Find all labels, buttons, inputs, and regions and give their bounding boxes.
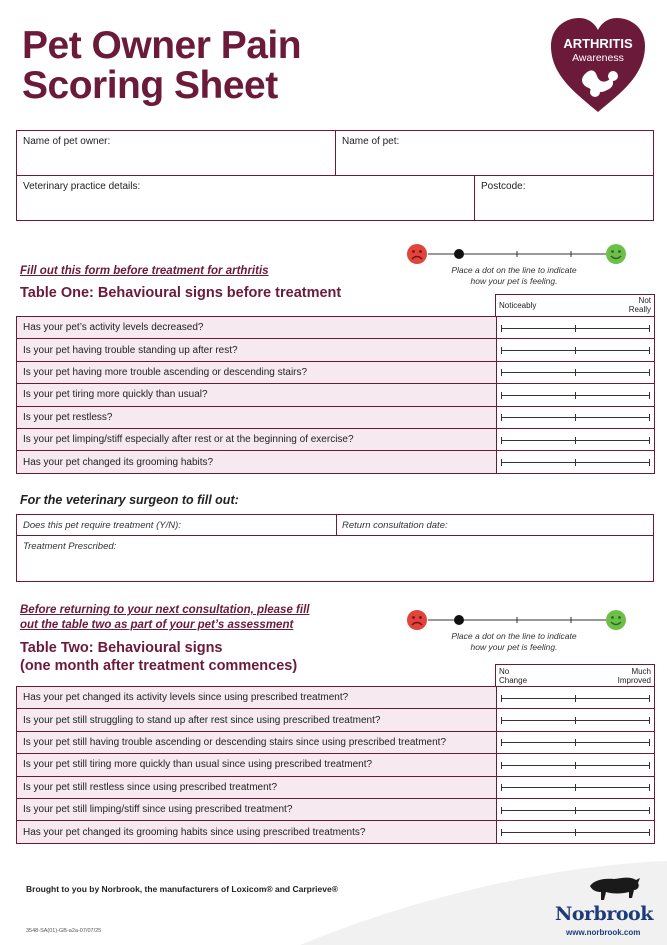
question-row xyxy=(17,821,655,843)
rating-scale-cell[interactable] xyxy=(496,821,654,843)
section2-instruction-line1: Before returning to your next consultation, please fill xyxy=(20,604,310,616)
scale-tick xyxy=(649,762,650,769)
header-much: Much xyxy=(631,667,651,676)
pain-scale-indicator-1 xyxy=(406,243,630,265)
header-noticeably: Noticeably xyxy=(499,301,537,310)
scale-tick xyxy=(501,392,502,399)
question-text: Has your pet changed its grooming habits since using prescribed treatments? xyxy=(17,821,497,843)
scale-note-1-line2: how your pet is feeling. xyxy=(470,276,558,286)
section1-instruction: Fill out this form before treatment for arthritis xyxy=(20,265,269,277)
treatment-prescribed-field[interactable]: Treatment Prescribed: xyxy=(23,541,117,552)
rating-scale-cell[interactable] xyxy=(496,317,654,339)
example-dot xyxy=(454,615,464,625)
logo-line-1: ARTHRITIS xyxy=(563,36,633,51)
question-row xyxy=(17,317,655,339)
scale-tick xyxy=(501,739,502,746)
sad-face-icon xyxy=(407,610,427,630)
scale-tick xyxy=(649,807,650,814)
scale-tick xyxy=(501,369,502,376)
scale-tick xyxy=(575,414,576,421)
title-line-1: Pet Owner Pain xyxy=(22,24,302,67)
scale-tick xyxy=(649,392,650,399)
rating-scale-line[interactable] xyxy=(501,350,650,351)
question-text: Is your pet having trouble standing up after rest? xyxy=(17,339,497,361)
table-one-title: Table One: Behavioural signs before treatment xyxy=(20,285,342,301)
logo-line-2: Awareness xyxy=(572,52,624,64)
question-text: Is your pet still limping/stiff since using prescribed treatment? xyxy=(17,798,497,820)
table-two-title-line1: Table Two: Behavioural signs xyxy=(20,640,223,656)
header-not: Not xyxy=(638,296,651,305)
question-row xyxy=(17,709,655,731)
table-one-scale-header xyxy=(495,294,655,316)
question-text: Is your pet having more trouble ascending or descending stairs? xyxy=(17,361,497,383)
scale-tick xyxy=(649,784,650,791)
scale-tick xyxy=(575,829,576,836)
scale-tick xyxy=(649,347,650,354)
scale-tick xyxy=(501,325,502,332)
scale-tick xyxy=(501,807,502,814)
scale-tick xyxy=(649,369,650,376)
scale-tick xyxy=(575,369,576,376)
scale-tick xyxy=(501,784,502,791)
table-two-scale-header xyxy=(495,664,655,686)
question-text: Is your pet still having trouble ascending or descending stairs since using prescribed treatment? xyxy=(17,731,497,753)
header-no: No xyxy=(499,667,510,676)
practice-details-field[interactable]: Veterinary practice details: xyxy=(23,181,141,192)
rating-scale-line[interactable] xyxy=(501,440,650,441)
rating-scale-line[interactable] xyxy=(501,462,650,463)
treatment-required-field[interactable]: Does this pet require treatment (Y/N): xyxy=(23,520,181,531)
question-row xyxy=(17,687,655,709)
scale-tick xyxy=(649,829,650,836)
question-text: Has your pet changed its grooming habits? xyxy=(17,451,497,473)
scale-tick xyxy=(575,762,576,769)
scale-tick xyxy=(501,829,502,836)
pet-name-field[interactable]: Name of pet: xyxy=(342,136,400,147)
rating-scale-cell[interactable] xyxy=(496,754,654,776)
scale-tick xyxy=(501,347,502,354)
question-text: Is your pet still struggling to stand up after rest since using prescribed treatment? xyxy=(17,709,497,731)
question-row xyxy=(17,384,655,406)
arthritis-awareness-logo xyxy=(547,16,649,114)
scale-tick xyxy=(575,459,576,466)
scale-tick xyxy=(501,414,502,421)
table-one xyxy=(16,316,655,474)
sad-face-icon xyxy=(407,244,427,264)
question-row xyxy=(17,754,655,776)
pet-owner-field[interactable]: Name of pet owner: xyxy=(23,136,111,147)
header-really: Really xyxy=(628,305,651,314)
question-text: Is your pet limping/stiff especially after rest or at the beginning of exercise? xyxy=(17,428,497,450)
footer-credit: Brought to you by Norbrook, the manufacturers of Loxicom® and Carprieve® xyxy=(26,884,338,894)
table-two xyxy=(16,686,655,844)
scale-tick xyxy=(575,325,576,332)
scale-note-1 xyxy=(434,265,594,287)
section2-instruction-line2: out the table two as part of your pet’s assessment xyxy=(20,619,294,631)
table-two-title-line2: (one month after treatment commences) xyxy=(20,658,298,674)
question-row xyxy=(17,776,655,798)
rating-scale-cell[interactable] xyxy=(496,731,654,753)
scale-tick xyxy=(649,695,650,702)
norbrook-logo: Norbrook xyxy=(555,903,653,925)
happy-face-icon xyxy=(606,610,626,630)
scale-note-1-line1: Place a dot on the line to indicate xyxy=(451,265,577,275)
question-text: Is your pet still restless since using prescribed treatment? xyxy=(17,776,497,798)
rating-scale-cell[interactable] xyxy=(496,798,654,820)
scale-tick xyxy=(649,739,650,746)
rating-scale-line[interactable] xyxy=(501,372,650,373)
scale-note-2-line2: how your pet is feeling. xyxy=(470,642,558,652)
question-row xyxy=(17,798,655,820)
rating-scale-cell[interactable] xyxy=(496,451,654,473)
vet-divider-v xyxy=(336,514,337,535)
rating-scale-cell[interactable] xyxy=(496,384,654,406)
header-improved: Improved xyxy=(617,676,651,685)
rating-scale-line[interactable] xyxy=(501,810,650,811)
rating-scale-line[interactable] xyxy=(501,417,650,418)
rating-scale-cell[interactable] xyxy=(496,776,654,798)
scale-tick xyxy=(575,784,576,791)
rating-scale-cell[interactable] xyxy=(496,687,654,709)
scale-tick xyxy=(501,459,502,466)
rating-scale-cell[interactable] xyxy=(496,709,654,731)
scale-tick xyxy=(649,414,650,421)
norbrook-url[interactable]: www.norbrook.com xyxy=(566,928,641,937)
scale-tick xyxy=(649,459,650,466)
page-title xyxy=(22,26,301,106)
rating-scale-line[interactable] xyxy=(501,832,650,833)
scale-tick xyxy=(575,739,576,746)
question-row xyxy=(17,406,655,428)
scale-tick xyxy=(575,347,576,354)
rating-scale-line[interactable] xyxy=(501,787,650,788)
rating-scale-cell[interactable] xyxy=(496,361,654,383)
return-date-field[interactable]: Return consultation date: xyxy=(342,520,448,531)
scale-tick xyxy=(649,325,650,332)
scale-tick xyxy=(575,717,576,724)
scale-tick xyxy=(501,762,502,769)
question-text: Has your pet changed its activity levels since using prescribed treatment? xyxy=(17,687,497,709)
scale-tick xyxy=(575,437,576,444)
scale-tick xyxy=(649,437,650,444)
question-row xyxy=(17,339,655,361)
postcode-field[interactable]: Postcode: xyxy=(481,181,526,192)
rating-scale-line[interactable] xyxy=(501,742,650,743)
question-row xyxy=(17,731,655,753)
question-row xyxy=(17,451,655,473)
rating-scale-line[interactable] xyxy=(501,328,650,329)
scale-tick xyxy=(575,392,576,399)
question-text: Is your pet still tiring more quickly than usual since using prescribed treatment? xyxy=(17,754,497,776)
rating-scale-line[interactable] xyxy=(501,395,650,396)
pain-scale-indicator-2 xyxy=(406,609,630,631)
question-row xyxy=(17,361,655,383)
rating-scale-cell[interactable] xyxy=(496,339,654,361)
example-dot xyxy=(454,249,464,259)
question-text: Is your pet tiring more quickly than usual? xyxy=(17,384,497,406)
rating-scale-line[interactable] xyxy=(501,765,650,766)
scale-tick xyxy=(575,807,576,814)
scale-tick xyxy=(649,717,650,724)
title-line-2: Scoring Sheet xyxy=(22,64,278,107)
question-text: Has your pet’s activity levels decreased? xyxy=(17,317,497,339)
rating-scale-cell[interactable] xyxy=(496,406,654,428)
header-change: Change xyxy=(499,676,528,685)
vet-divider xyxy=(16,535,654,536)
question-text: Is your pet restless? xyxy=(17,406,497,428)
scale-tick xyxy=(501,437,502,444)
scale-tick xyxy=(575,695,576,702)
bull-icon xyxy=(586,872,642,904)
rating-scale-line[interactable] xyxy=(501,698,650,699)
scale-tick xyxy=(501,717,502,724)
question-row xyxy=(17,428,655,450)
rating-scale-cell[interactable] xyxy=(496,428,654,450)
table-two-title xyxy=(20,639,297,675)
footer-code: 3548-SA(01)-GB-a2a-07/07/25 xyxy=(26,928,102,934)
happy-face-icon xyxy=(606,244,626,264)
vet-heading: For the veterinary surgeon to fill out: xyxy=(20,493,239,507)
section2-instruction xyxy=(20,603,309,633)
scale-note-2 xyxy=(434,631,594,653)
scale-tick xyxy=(501,695,502,702)
scale-note-2-line1: Place a dot on the line to indicate xyxy=(451,631,577,641)
rating-scale-line[interactable] xyxy=(501,720,650,721)
